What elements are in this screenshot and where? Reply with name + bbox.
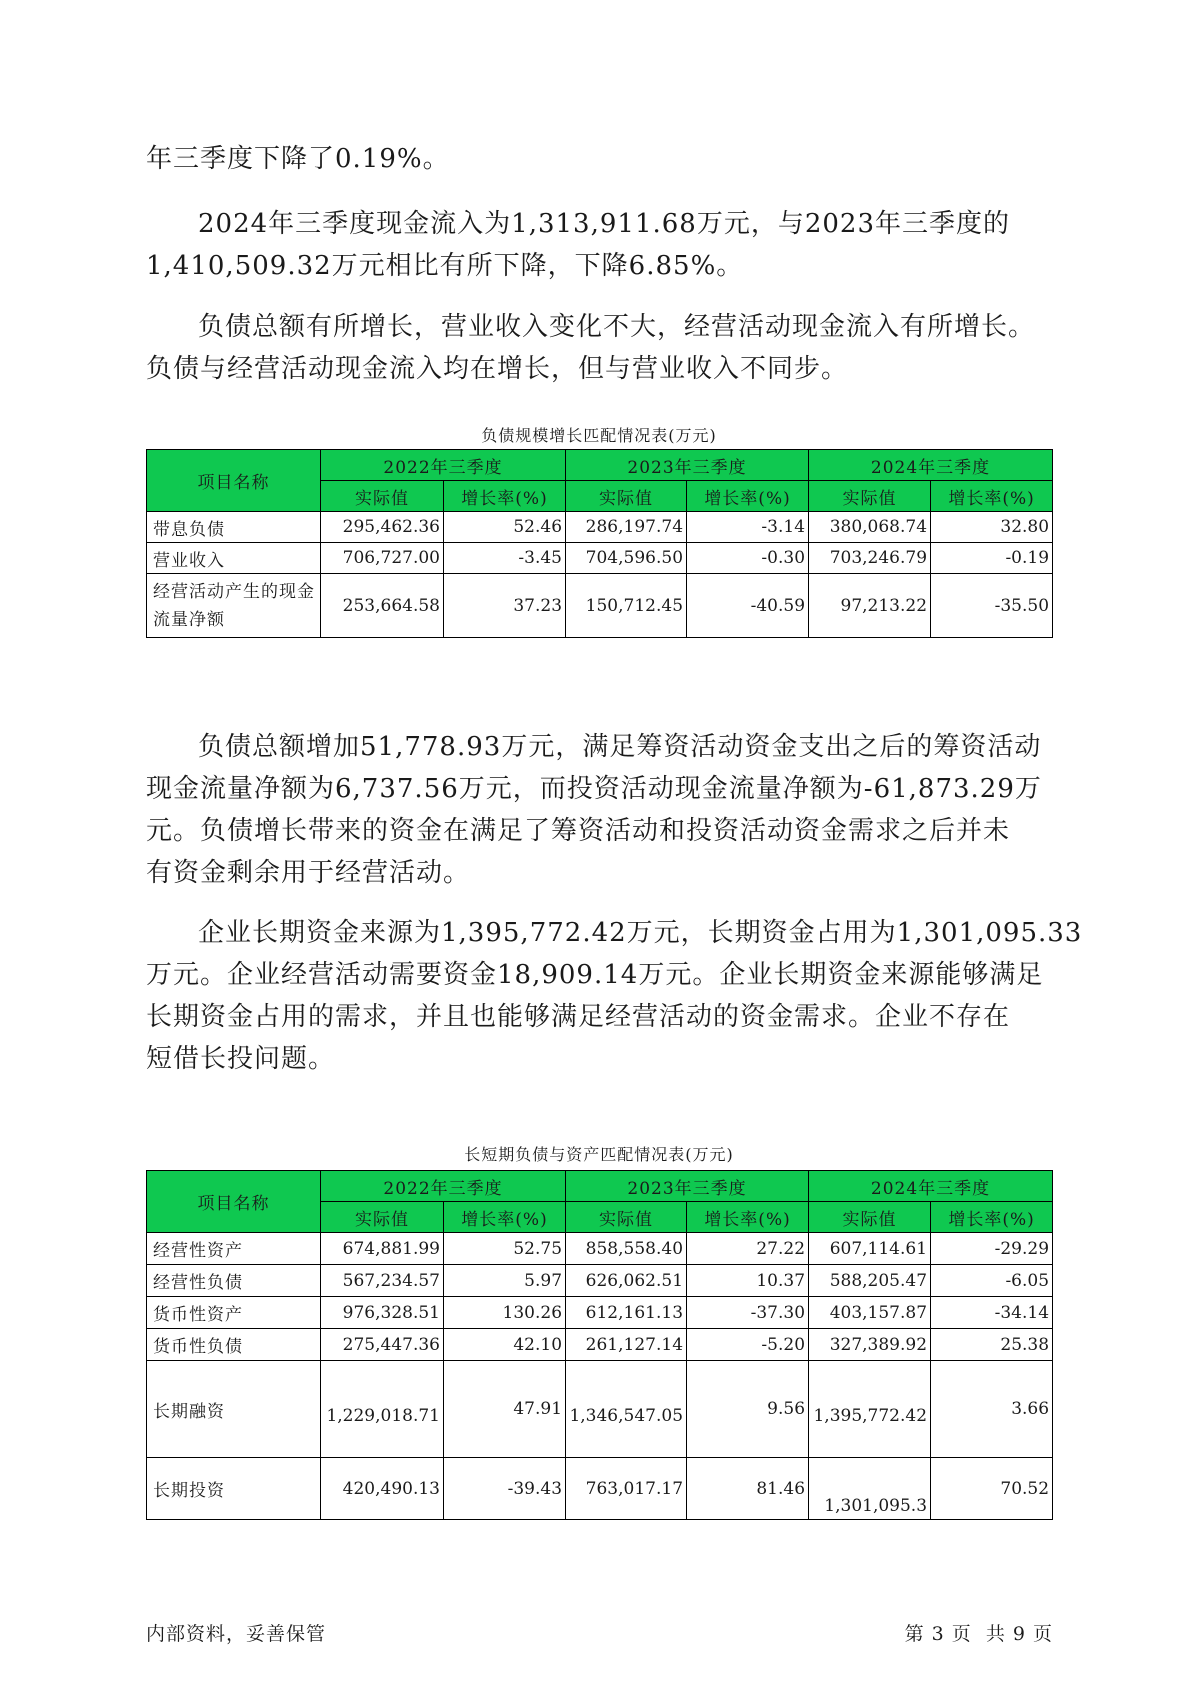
actual-value-cell: 1,395,772.42 — [809, 1361, 931, 1458]
table2-caption: 长短期负债与资产匹配情况表(万元) — [464, 1145, 734, 1164]
actual-value-cell: 380,068.74 — [809, 512, 931, 543]
text-line: 短借长投问题。 — [146, 1044, 336, 1074]
actual-value-cell: 674,881.99 — [321, 1233, 444, 1265]
actual-value-header: 实际值 — [321, 481, 444, 512]
actual-value-cell: 706,727.00 — [321, 543, 444, 574]
growth-rate-cell: 70.52 — [931, 1458, 1053, 1520]
growth-rate-cell: 32.80 — [931, 512, 1053, 543]
actual-value-cell: 97,213.22 — [809, 574, 931, 638]
actual-value-cell: 327,389.92 — [809, 1329, 931, 1361]
row-label: 经营性负债 — [147, 1265, 321, 1297]
growth-rate-cell: -37.30 — [687, 1297, 809, 1329]
debt-growth-table — [146, 449, 1053, 638]
growth-rate-cell: 52.75 — [444, 1233, 566, 1265]
text-line: 年三季度下降了0.19%。 — [146, 144, 450, 174]
period-header: 2022年三季度 — [321, 1171, 566, 1202]
debt-asset-match-table — [146, 1170, 1053, 1520]
actual-value-cell: 150,712.45 — [566, 574, 687, 638]
growth-rate-cell: 81.46 — [687, 1458, 809, 1520]
actual-value-cell: 976,328.51 — [321, 1297, 444, 1329]
growth-rate-cell: -40.59 — [687, 574, 809, 638]
growth-rate-cell: -39.43 — [444, 1458, 566, 1520]
growth-rate-header: 增长率(%) — [931, 481, 1053, 512]
text-line: 1,410,509.32万元相比有所下降，下降6.85%。 — [146, 251, 744, 281]
actual-value-header: 实际值 — [809, 481, 931, 512]
actual-value-cell: 1,301,095.3 — [809, 1458, 931, 1520]
table-row — [147, 512, 1053, 543]
text-line: 元。负债增长带来的资金在满足了筹资活动和投资活动资金需求之后并未 — [146, 816, 1011, 846]
paragraph-5 — [146, 912, 1083, 1080]
growth-rate-cell: 9.56 — [687, 1361, 809, 1458]
actual-value-cell: 275,447.36 — [321, 1329, 444, 1361]
growth-rate-cell: 130.26 — [444, 1297, 566, 1329]
growth-rate-cell: 3.66 — [931, 1361, 1053, 1458]
growth-rate-header: 增长率(%) — [687, 481, 809, 512]
row-label: 长期融资 — [147, 1361, 321, 1458]
table-row — [147, 1265, 1053, 1297]
growth-rate-cell: 42.10 — [444, 1329, 566, 1361]
actual-value-header: 实际值 — [566, 481, 687, 512]
table-row — [147, 1361, 1053, 1458]
growth-rate-cell: 5.97 — [444, 1265, 566, 1297]
row-label: 货币性资产 — [147, 1297, 321, 1329]
actual-value-cell: 607,114.61 — [809, 1233, 931, 1265]
growth-rate-header: 增长率(%) — [687, 1202, 809, 1233]
footer-page-number: 第 3 页 共 9 页 — [904, 1623, 1053, 1645]
row-label: 经营活动产生的现金流量净额 — [147, 574, 321, 638]
growth-rate-cell: -0.30 — [687, 543, 809, 574]
growth-rate-cell: -34.14 — [931, 1297, 1053, 1329]
paragraph-2 — [146, 203, 1066, 287]
actual-value-cell: 858,558.40 — [566, 1233, 687, 1265]
actual-value-cell: 286,197.74 — [566, 512, 687, 543]
growth-rate-header: 增长率(%) — [444, 481, 566, 512]
text-line: 现金流量净额为6,737.56万元，而投资活动现金流量净额为-61,873.29万 — [146, 774, 1042, 804]
paragraph-4 — [146, 726, 1066, 894]
table-row — [147, 1458, 1053, 1520]
actual-value-cell: 420,490.13 — [321, 1458, 444, 1520]
text-line: 有资金剩余用于经营活动。 — [146, 858, 471, 888]
table-row — [147, 574, 1053, 638]
growth-rate-cell: -3.45 — [444, 543, 566, 574]
actual-value-header: 实际值 — [566, 1202, 687, 1233]
actual-value-header: 实际值 — [321, 1202, 444, 1233]
row-label: 经营性资产 — [147, 1233, 321, 1265]
table-row — [147, 1329, 1053, 1361]
growth-rate-cell: -6.05 — [931, 1265, 1053, 1297]
text-line: 负债总额增加51,778.93万元，满足筹资活动资金支出之后的筹资活动 — [198, 732, 1042, 762]
row-label: 带息负债 — [147, 512, 321, 543]
growth-rate-cell: 27.22 — [687, 1233, 809, 1265]
growth-rate-cell: -0.19 — [931, 543, 1053, 574]
table-row — [147, 543, 1053, 574]
row-label: 长期投资 — [147, 1458, 321, 1520]
paragraph-3 — [146, 306, 1066, 390]
growth-rate-cell: 25.38 — [931, 1329, 1053, 1361]
text-line: 万元。企业经营活动需要资金18,909.14万元。企业长期资金来源能够满足 — [146, 960, 1044, 990]
actual-value-cell: 253,664.58 — [321, 574, 444, 638]
text-line: 负债总额有所增长，营业收入变化不大，经营活动现金流入有所增长。 — [198, 312, 1036, 342]
text-line: 企业长期资金来源为1,395,772.42万元，长期资金占用为1,301,095.33 — [198, 918, 1083, 948]
paragraph-1 — [146, 138, 1066, 180]
actual-value-cell: 403,157.87 — [809, 1297, 931, 1329]
text-line: 负债与经营活动现金流入均在增长，但与营业收入不同步。 — [146, 354, 849, 384]
period-header: 2022年三季度 — [321, 450, 566, 481]
table1-caption: 负债规模增长匹配情况表(万元) — [481, 426, 717, 445]
actual-value-cell: 612,161.13 — [566, 1297, 687, 1329]
text-line: 2024年三季度现金流入为1,313,911.68万元，与2023年三季度的 — [198, 209, 1011, 239]
growth-rate-cell: 47.91 — [444, 1361, 566, 1458]
actual-value-cell: 261,127.14 — [566, 1329, 687, 1361]
row-label: 营业收入 — [147, 543, 321, 574]
actual-value-cell: 295,462.36 — [321, 512, 444, 543]
period-header: 2023年三季度 — [566, 450, 809, 481]
growth-rate-header: 增长率(%) — [931, 1202, 1053, 1233]
growth-rate-cell: 37.23 — [444, 574, 566, 638]
actual-value-cell: 1,229,018.71 — [321, 1361, 444, 1458]
actual-value-cell: 1,346,547.05 — [566, 1361, 687, 1458]
actual-value-cell: 626,062.51 — [566, 1265, 687, 1297]
actual-value-cell: 588,205.47 — [809, 1265, 931, 1297]
period-header: 2023年三季度 — [566, 1171, 809, 1202]
growth-rate-cell: -3.14 — [687, 512, 809, 543]
growth-rate-cell: 10.37 — [687, 1265, 809, 1297]
table-row — [147, 1233, 1053, 1265]
period-header: 2024年三季度 — [809, 450, 1053, 481]
text-line: 长期资金占用的需求，并且也能够满足经营活动的资金需求。企业不存在 — [146, 1002, 1011, 1032]
growth-rate-cell: -35.50 — [931, 574, 1053, 638]
actual-value-header: 实际值 — [809, 1202, 931, 1233]
growth-rate-cell: 52.46 — [444, 512, 566, 543]
footer-confidential-note: 内部资料，妥善保管 — [146, 1623, 327, 1645]
actual-value-cell: 763,017.17 — [566, 1458, 687, 1520]
actual-value-cell: 567,234.57 — [321, 1265, 444, 1297]
actual-value-cell: 703,246.79 — [809, 543, 931, 574]
item-name-header: 项目名称 — [147, 1171, 321, 1233]
growth-rate-cell: -29.29 — [931, 1233, 1053, 1265]
item-name-header: 项目名称 — [147, 450, 321, 512]
actual-value-cell: 704,596.50 — [566, 543, 687, 574]
period-header: 2024年三季度 — [809, 1171, 1053, 1202]
table-row — [147, 1297, 1053, 1329]
growth-rate-header: 增长率(%) — [444, 1202, 566, 1233]
growth-rate-cell: -5.20 — [687, 1329, 809, 1361]
row-label: 货币性负债 — [147, 1329, 321, 1361]
